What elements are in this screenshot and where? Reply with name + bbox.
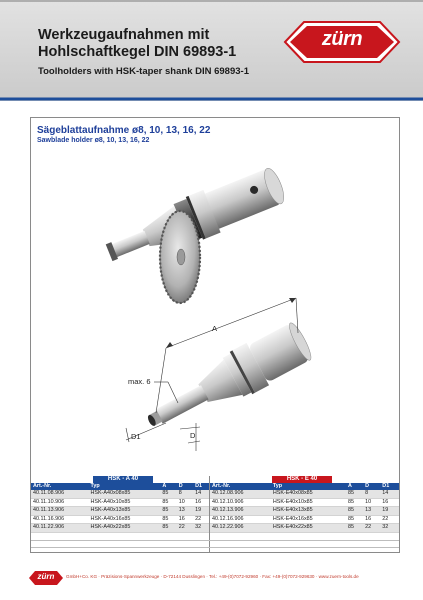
cell-d1: 14	[380, 490, 399, 498]
section-title: Sägeblattaufnahme ø8, 10, 13, 16, 22	[37, 125, 211, 136]
table-hsk-e40	[210, 476, 399, 533]
col-a: A	[160, 483, 176, 490]
spec-table-right	[210, 483, 399, 533]
cell-typ: HSK-E40x08x85	[271, 490, 346, 498]
cell-d: 22	[363, 524, 380, 533]
cell-d: 22	[177, 524, 193, 533]
table-row	[210, 524, 399, 533]
cell-art-nr: 40.12.08.906	[210, 490, 271, 498]
cell-d: 13	[363, 507, 380, 516]
table-row	[210, 507, 399, 516]
system-label-hsk-e40: HSK - E 40	[272, 476, 332, 483]
cell-d: 8	[363, 490, 380, 498]
cell-art-nr: 40.11.10.906	[31, 498, 88, 507]
spec-table-left	[31, 483, 211, 533]
col-d1: D1	[193, 483, 211, 490]
cell-a: 85	[160, 490, 176, 498]
page-footer	[0, 568, 423, 588]
cell-art-nr: 40.12.10.906	[210, 498, 271, 507]
cell-a: 85	[160, 524, 176, 533]
cell-typ: HSK-E40x16x85	[271, 515, 346, 524]
cell-art-nr: 40.11.13.906	[31, 507, 88, 516]
cell-a: 85	[346, 490, 363, 498]
cell-d1: 16	[193, 498, 211, 507]
page-subtitle: Toolholders with HSK-taper shank DIN 69893-1	[38, 66, 249, 77]
col-typ: Typ	[271, 483, 346, 490]
cell-a: 85	[160, 515, 176, 524]
page-header	[0, 0, 423, 106]
cell-typ: HSK-A40x16x85	[88, 515, 160, 524]
cell-d1: 22	[193, 515, 211, 524]
col-typ: Typ	[88, 483, 160, 490]
cell-typ: HSK-A40x13x85	[88, 507, 160, 516]
cell-typ: HSK-A40x22x85	[88, 524, 160, 533]
dimension-drawing	[126, 298, 316, 451]
system-label-hsk-a40: HSK - A 40	[93, 476, 153, 483]
table-row	[31, 507, 211, 516]
cell-d: 8	[177, 490, 193, 498]
section-subtitle: Sawblade holder ø8, 10, 13, 16, 22	[37, 137, 150, 144]
table-row	[210, 515, 399, 524]
header-logo-text: zürn	[321, 28, 363, 50]
cell-typ: HSK-E40x10x85	[271, 498, 346, 507]
cell-a: 85	[346, 515, 363, 524]
cell-d: 16	[177, 515, 193, 524]
table-bottom-line	[31, 547, 399, 548]
cell-typ: HSK-E40x22x85	[271, 524, 346, 533]
cell-a: 85	[160, 507, 176, 516]
col-a: A	[346, 483, 363, 490]
page-title-line2: Hohlschaftkegel DIN 69893-1	[38, 44, 237, 60]
cell-d: 10	[363, 498, 380, 507]
col-d: D	[363, 483, 380, 490]
cell-a: 85	[346, 524, 363, 533]
footer-logo-text: zürn	[37, 572, 55, 581]
cell-d1: 32	[193, 524, 211, 533]
table-bottom-line	[31, 540, 399, 541]
cell-d: 16	[363, 515, 380, 524]
cell-d1: 32	[380, 524, 399, 533]
col-d: D	[177, 483, 193, 490]
cell-art-nr: 40.12.16.906	[210, 515, 271, 524]
col-art-nr: Art.-Nr.	[31, 483, 88, 490]
cell-art-nr: 40.11.16.906	[31, 515, 88, 524]
cell-art-nr: 40.11.22.906	[31, 524, 88, 533]
table-hsk-a40	[31, 476, 211, 533]
table-row	[31, 524, 211, 533]
table-row	[31, 515, 211, 524]
cell-a: 85	[346, 507, 363, 516]
cell-art-nr: 40.12.13.906	[210, 507, 271, 516]
saw-blade-icon	[160, 211, 200, 303]
cell-typ: HSK-A40x10x85	[88, 498, 160, 507]
tool-photo	[100, 162, 289, 303]
cell-d: 10	[177, 498, 193, 507]
table-row	[210, 490, 399, 498]
dim-A-label: A	[212, 324, 218, 333]
dim-D1-label: D1	[131, 432, 141, 441]
cell-a: 85	[346, 498, 363, 507]
table-row	[210, 498, 399, 507]
cell-d1: 22	[380, 515, 399, 524]
product-drawing	[30, 145, 400, 475]
table-row	[31, 498, 211, 507]
col-d1: D1	[380, 483, 399, 490]
page-title-line1: Werkzeugaufnahmen mit	[38, 27, 210, 43]
cell-d1: 16	[380, 498, 399, 507]
footer-address: GmbH+Co. KG · Präzisions-Spannwerkzeuge · D-72144 Dusslingen · Tel.: +49-(0)7072-92960 · Fax: +49-(0)7072-929630 · www.zuern-tools.de	[66, 574, 359, 579]
dim-max6-label: max. 6	[128, 377, 151, 386]
cell-d1: 14	[193, 490, 211, 498]
table-row	[31, 490, 211, 498]
cell-a: 85	[160, 498, 176, 507]
cell-art-nr: 40.11.08.906	[31, 490, 88, 498]
col-art-nr: Art.-Nr.	[210, 483, 271, 490]
cell-d1: 19	[193, 507, 211, 516]
cell-typ: HSK-A40x08x85	[88, 490, 160, 498]
dim-D-label: D	[190, 431, 196, 440]
cell-typ: HSK-E40x13x85	[271, 507, 346, 516]
cell-d1: 19	[380, 507, 399, 516]
cell-art-nr: 40.12.22.906	[210, 524, 271, 533]
cell-d: 13	[177, 507, 193, 516]
